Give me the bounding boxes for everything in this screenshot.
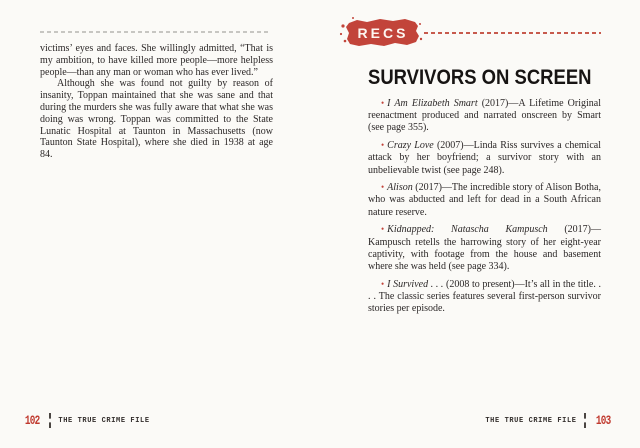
body-paragraph: Although she was found not guilty by reason of insanity, Toppan maintained that she was sane and that during the murders she was fully aware that what she was doing was wrong. Toppan was committed to the State Lunatic Hospital at Taunton in Massachusetts (now Taunton State Hospital), where she died in 1938 at age 84. [40,78,273,161]
rec-text: (2017)—The incredible story of Alison Botha, who was abducted and left for dead in a South African nature reserve. [368,182,601,218]
rec-text: (2017)—A Lifetime Original reenactment produced and narrated onscreen by Smart (see page 355). [368,98,601,134]
rec-item [368,223,601,273]
book-title: THE TRUE CRIME FILE [58,416,150,425]
rec-title: Alison [387,182,413,194]
bullet-icon: • [381,224,385,235]
rec-text: (2007)—Linda Riss survives a chemical attack by her boyfriend; a survivor story with an unbelievable twist (see page 248). [368,140,601,176]
rec-text: (2017)—Kampusch retells the harrowing story of her eight-year captivity, with footage from the house and basement where she was held (see page 334). [368,224,601,272]
rec-title: I Am Elizabeth Smart [387,98,478,109]
recs-dashed-divider [424,32,601,34]
left-page-top-divider [40,31,271,33]
page-number: 102 [24,413,40,428]
rec-text: (2008 to present)—It’s all in the title. . . . The classic series features several first-person survivor stories per episode. [368,278,601,315]
rec-item [368,97,601,135]
rec-title: Crazy Love [387,140,434,152]
body-paragraph: victims’ eyes and faces. She willingly admitted, “That is my ambition, to have killed more people—more helpless people—than any man or woman who has ever lived.” [40,43,273,78]
rec-title: I Survived . . . [387,278,444,290]
rec-item [368,181,601,219]
rec-list [368,97,601,320]
bullet-icon: • [381,278,385,289]
recs-badge [337,14,423,57]
left-page-footer [22,413,150,428]
recs-stamp-icon [337,14,423,52]
rec-title: Kidnapped: Natascha Kampusch [387,224,548,236]
bullet-icon: • [381,182,385,193]
rec-item [368,278,601,316]
footer-divider [49,413,51,428]
left-page-body [40,43,273,161]
footer-divider [584,413,586,428]
book-title: THE TRUE CRIME FILE [485,416,577,425]
rec-item [368,139,601,177]
bullet-icon: • [381,140,385,151]
recs-badge-label: RECS [357,25,409,41]
bullet-icon: • [381,98,385,108]
page-number: 103 [595,413,611,428]
right-page-footer [485,413,613,428]
section-heading: SURVIVORS ON SCREEN [368,66,592,89]
